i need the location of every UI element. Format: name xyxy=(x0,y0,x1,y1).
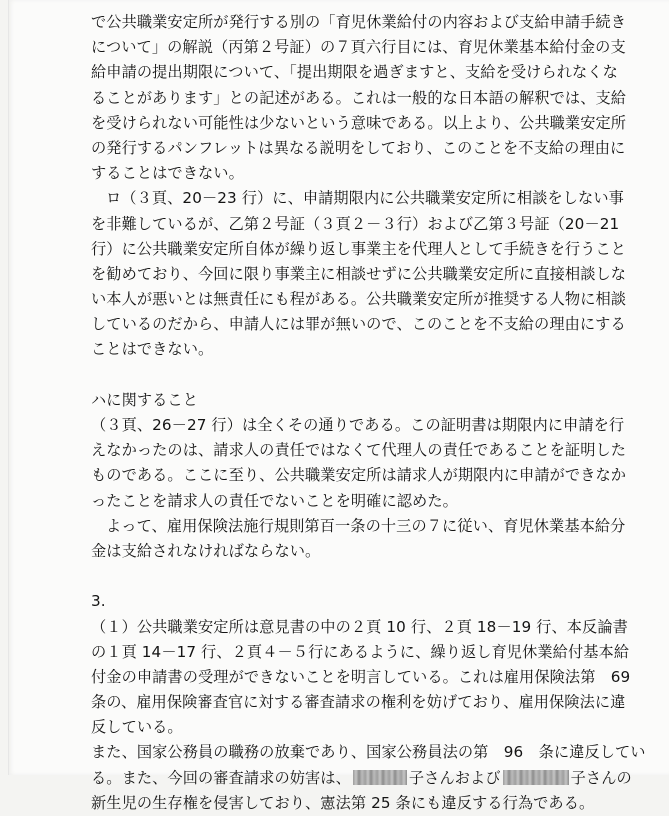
text-line: を受けられない可能性は少ないという意味である。以上より、公共職業安定所 xyxy=(91,111,631,136)
paragraph-pamphlet xyxy=(91,10,631,186)
text-line: ロ（３頁、20－23 行）に、申請期限内に公共職業安定所に相談をしない事 xyxy=(91,186,631,211)
blank-line xyxy=(91,564,631,589)
text-line: ることがあります」との記述がある。これは一般的な日本語の解釈では、支給 xyxy=(91,86,631,111)
text-fragment: 子さんの xyxy=(571,769,632,787)
text-line: 条の、雇用保険審査官に対する審査請求の権利を妨げており、雇用保険法に違 xyxy=(91,690,631,715)
redaction-block xyxy=(353,770,407,785)
text-line: ったことを請求人の責任でないことを明確に認めた。 xyxy=(91,489,631,514)
text-line: を勧めており、今回に限り事業主に相談せずに公共職業安定所に直接相談しな xyxy=(91,262,631,287)
text-line: 新生児の生存権を侵害しており、憲法第 25 条にも違反する行為である。 xyxy=(91,791,631,816)
text-line: しているのだから、申請人には罪が無いので、このことを不支給の理由にする xyxy=(91,312,631,337)
text-line: で公共職業安定所が発行する別の「育児休業給付の内容および支給申請手続き xyxy=(91,10,631,35)
paragraph-ro xyxy=(91,186,631,362)
document-body xyxy=(91,10,631,816)
text-line: 給申請の提出期限について、「提出期限を過ぎますと、支給を受けられなくな xyxy=(91,60,631,85)
text-line-with-redactions xyxy=(91,766,631,791)
text-line: の１頁 14－17 行、２頁４－５行にあるように、繰り返し育児休業給付基本給 xyxy=(91,640,631,665)
redaction-block xyxy=(503,770,569,785)
text-line: よって、雇用保険法施行規則第百一条の十三の７に従い、育児休業基本給分 xyxy=(91,514,631,539)
text-line: ことはできない。 xyxy=(91,337,631,362)
text-line: い本人が悪いとは無責任にも程がある。公共職業安定所が推奨する人物に相談 xyxy=(91,287,631,312)
text-line: （１）公共職業安定所は意見書の中の２頁 10 行、２頁 18－19 行、本反論書 xyxy=(91,615,631,640)
text-line: を非難しているが、乙第２号証（３頁２－３行）および乙第３号証（20－21 xyxy=(91,212,631,237)
text-line: 金は支給されなければならない。 xyxy=(91,539,631,564)
text-line: えなかったのは、請求人の責任ではなくて代理人の責任であることを証明した xyxy=(91,438,631,463)
text-fragment: 子さんおよび xyxy=(409,769,501,787)
paragraph-ha xyxy=(91,388,631,514)
text-line: 反している。 xyxy=(91,715,631,740)
text-line: （３頁、26－27 行）は全くその通りである。この証明書は期限内に申請を行 xyxy=(91,413,631,438)
text-line: の発行するパンフレットは異なる説明をしており、このことを不支給の理由に xyxy=(91,136,631,161)
text-line: ものである。ここに至り、公共職業安定所は請求人が期限内に申請ができなか xyxy=(91,463,631,488)
scanned-page xyxy=(8,0,669,775)
text-line: することはできない。 xyxy=(91,161,631,186)
paragraph-conclusion xyxy=(91,514,631,564)
text-fragment: る。また、今回の審査請求の妨害は、 xyxy=(91,769,351,787)
text-line: について」の解説（丙第２号証）の７頁六行目には、育児休業基本給付金の支 xyxy=(91,35,631,60)
paragraph-section-3 xyxy=(91,615,631,816)
blank-line xyxy=(91,363,631,388)
section-number: 3. xyxy=(91,589,631,614)
text-line: 付金の申請書の受理ができないことを明言している。これは雇用保険法第 69 xyxy=(91,665,631,690)
section-heading: ハに関すること xyxy=(91,388,631,413)
text-line: また、国家公務員の職務の放棄であり、国家公務員法の第 96 条に違反してい xyxy=(91,740,631,765)
text-line: 行）に公共職業安定所自体が繰り返し事業主を代理人として手続きを行うこと xyxy=(91,237,631,262)
